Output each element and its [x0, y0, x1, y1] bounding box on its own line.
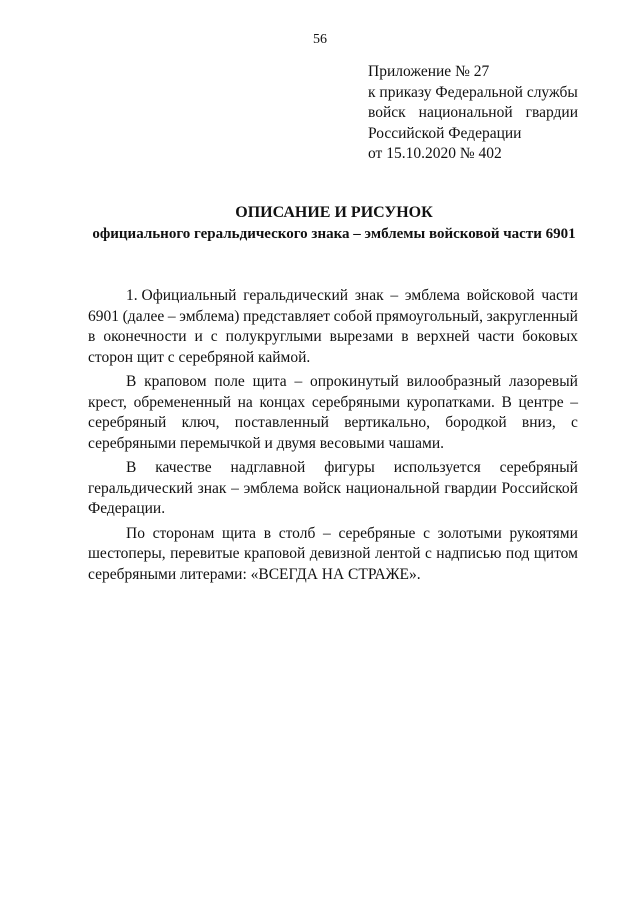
paragraph: [88, 372, 578, 454]
word: лазоревый: [508, 373, 578, 390]
word: щита: [221, 524, 257, 542]
line-text: Федерации.: [88, 500, 166, 517]
text-line: [88, 544, 578, 565]
word: сторонам: [152, 524, 215, 542]
word: –: [570, 393, 578, 411]
word: опрокинутый: [309, 373, 399, 390]
word: национальной: [345, 479, 440, 497]
word: краповой: [244, 545, 306, 562]
word: части: [477, 328, 515, 345]
text-line: [88, 393, 578, 414]
word: девизной: [309, 545, 371, 562]
word: вниз,: [521, 414, 556, 431]
word: вилообразный: [406, 373, 502, 390]
word: боковых: [522, 328, 578, 345]
word: перевитые: [170, 545, 240, 562]
document-body: [88, 286, 578, 589]
appendix-word: национальной: [418, 104, 513, 122]
word: представляет: [243, 307, 331, 325]
paragraph: [88, 286, 578, 368]
word: 1. Официальный: [126, 287, 237, 304]
word: Российской: [501, 479, 578, 497]
text-line-last: [88, 434, 578, 455]
word: –: [323, 524, 331, 542]
word: фигуры: [324, 459, 375, 476]
word: поставленный: [234, 414, 329, 431]
word: серебряный: [88, 414, 167, 431]
word: В: [501, 393, 512, 411]
text-line: [88, 524, 578, 545]
word: щитом: [533, 545, 578, 562]
word: надписью: [436, 545, 502, 562]
line-text: серебряными литерами: «ВСЕГДА НА СТРАЖЕ».: [88, 565, 421, 583]
word: крест,: [88, 393, 127, 411]
word: –: [231, 479, 239, 497]
word: в: [263, 524, 272, 542]
word: качестве: [155, 459, 212, 476]
word: –: [390, 287, 399, 304]
word: эмблема: [404, 287, 460, 304]
word: эмблема: [243, 479, 299, 497]
word: с: [423, 524, 430, 542]
text-line-last: [88, 565, 578, 586]
word: куропатками.: [406, 393, 495, 411]
word: части: [541, 287, 578, 304]
word: войск: [303, 479, 342, 497]
word: щита: [252, 373, 287, 390]
line-text: сторон щит с серебряной каймой.: [88, 348, 311, 366]
word: геральдический: [243, 287, 349, 304]
word: столб: [278, 524, 316, 542]
appendix-federation: Российской Федерации: [368, 124, 522, 142]
appendix-order-line: [368, 83, 578, 104]
page-number: 56: [313, 32, 327, 47]
word: войсковой: [466, 287, 535, 304]
line-text: серебряными перемычкой и двумя весовыми чашами.: [88, 434, 445, 452]
word: концах: [259, 393, 306, 411]
appendix-header: [368, 62, 578, 165]
word: с: [210, 328, 218, 345]
word: серебряные: [338, 524, 416, 542]
word: золотыми: [437, 524, 502, 542]
appendix-order-text: к приказу Федеральной службы: [368, 83, 578, 101]
text-line-last: [88, 348, 578, 369]
word: оконечности: [103, 328, 187, 345]
word: По: [126, 524, 145, 542]
word: верхней: [416, 328, 470, 345]
paragraph: [88, 458, 578, 520]
word: серебряными: [311, 393, 400, 411]
appendix-word: войск: [368, 104, 406, 122]
word: полукруглыми: [225, 328, 322, 345]
word: серебряный: [499, 459, 578, 476]
document-subtitle: официального геральдического знака – эмблемы войсковой части 6901: [92, 226, 576, 242]
word: с: [571, 414, 578, 431]
word: знак: [197, 479, 227, 497]
word: бородкой: [445, 414, 507, 431]
word: поле: [214, 373, 245, 390]
word: В: [126, 459, 137, 476]
text-line: [88, 286, 578, 307]
word: эмблема): [179, 307, 240, 325]
word: под: [505, 545, 530, 562]
word: гвардии: [444, 479, 497, 497]
word: в: [401, 328, 409, 345]
text-line: [88, 479, 578, 500]
word: прямоугольный,: [375, 307, 483, 325]
word: –: [167, 307, 176, 325]
word: надглавной: [230, 459, 306, 476]
word: лентой: [374, 545, 421, 562]
word: с: [424, 545, 432, 562]
appendix-number: Приложение № 27: [368, 63, 490, 80]
word: краповом: [144, 373, 207, 390]
text-line: [88, 458, 578, 479]
word: центре: [518, 393, 564, 411]
appendix-word: гвардии: [525, 104, 578, 122]
word: –: [294, 373, 303, 390]
word: обремененный: [133, 393, 231, 411]
word: геральдический: [88, 479, 193, 497]
word: В: [126, 373, 137, 390]
text-line: [88, 307, 578, 328]
word: знак: [354, 287, 384, 304]
word: в: [88, 328, 96, 345]
word: ключ,: [181, 414, 220, 431]
word: вертикально,: [344, 414, 430, 431]
word: закругленный: [486, 307, 578, 325]
word: (далее: [122, 307, 165, 325]
text-line: [88, 413, 578, 434]
word: шестоперы,: [88, 545, 166, 562]
word: рукоятями: [509, 524, 578, 542]
word: на: [237, 393, 253, 411]
text-line-last: [88, 499, 578, 520]
text-line: [88, 327, 578, 348]
word: вырезами: [329, 328, 394, 345]
word: 6901: [88, 307, 119, 325]
word: используется: [393, 459, 481, 476]
document-title: ОПИСАНИЕ И РИСУНОК: [235, 204, 433, 221]
text-line: [88, 372, 578, 393]
word: собой: [333, 307, 373, 325]
appendix-service-line: [368, 103, 578, 124]
appendix-date: от 15.10.2020 № 402: [368, 145, 502, 163]
word: и: [194, 328, 203, 345]
paragraph: [88, 524, 578, 586]
